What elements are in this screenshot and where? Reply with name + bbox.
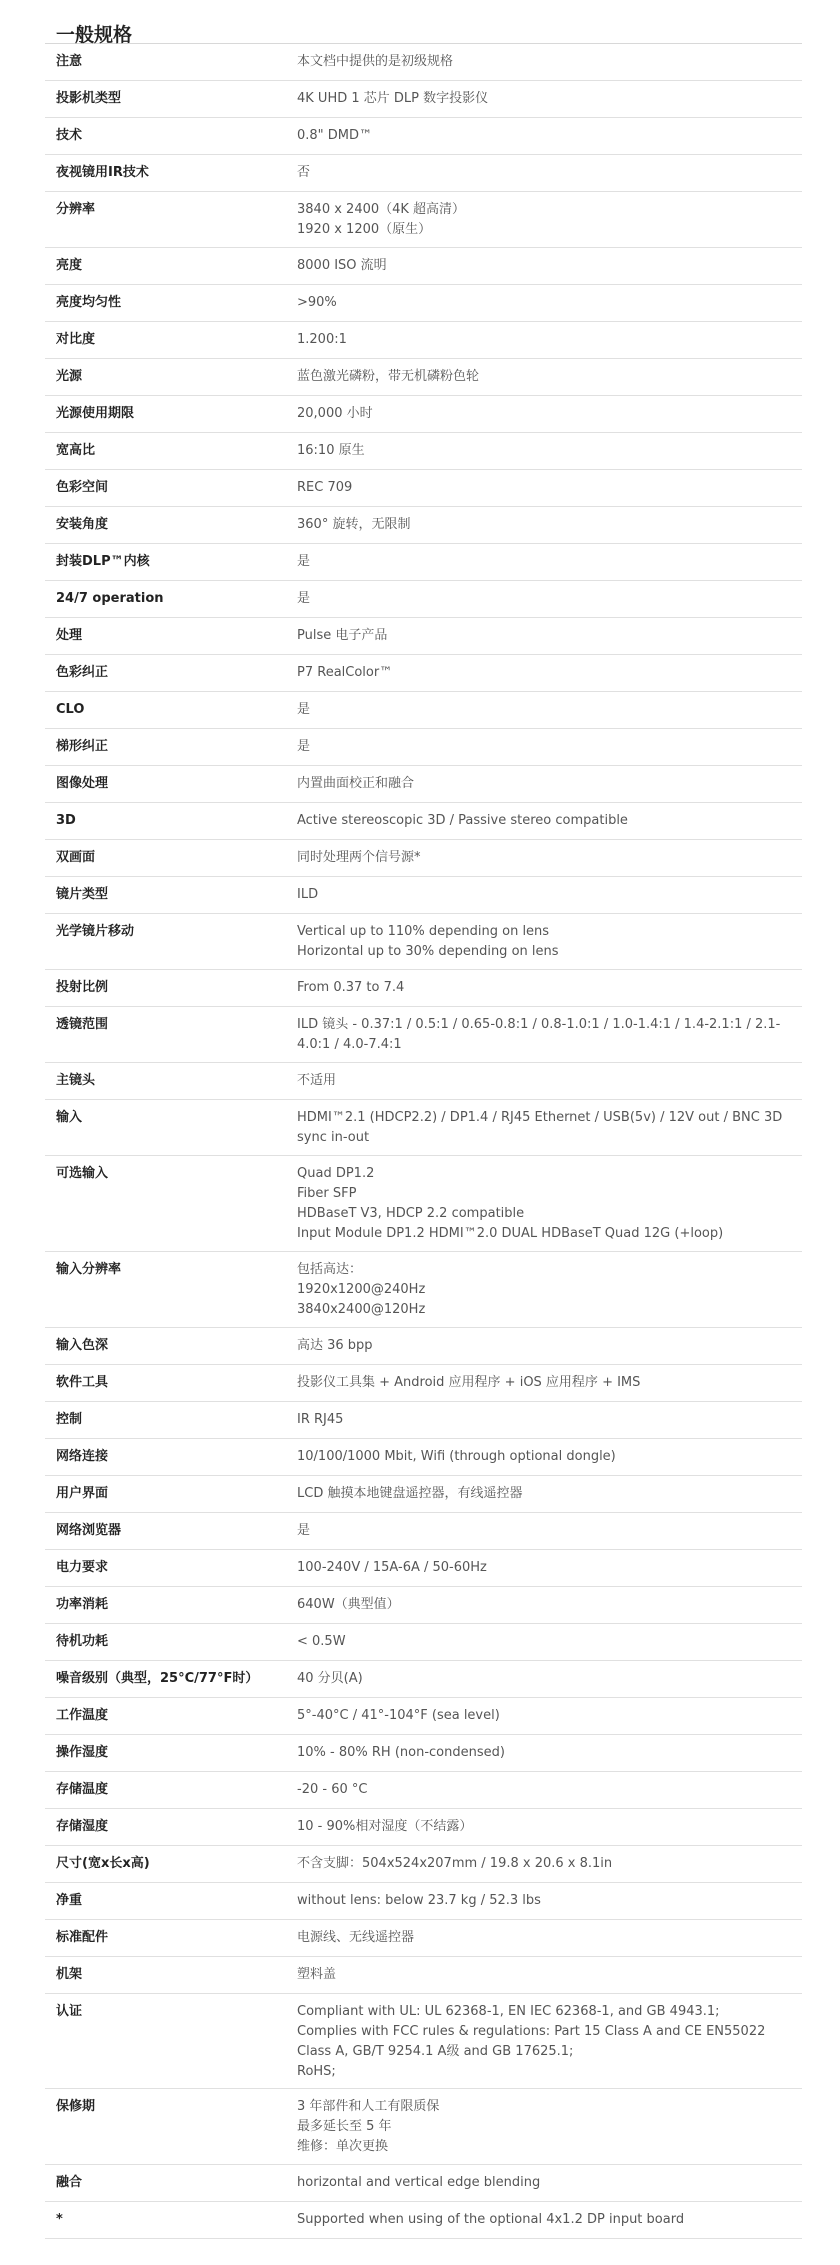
spec-row: [45, 44, 802, 81]
spec-label: 对比度: [56, 332, 96, 347]
spec-label: 输入: [56, 1110, 83, 1125]
spec-label: 操作湿度: [56, 1745, 109, 1760]
spec-value: [297, 1402, 802, 1438]
spec-table: [45, 44, 802, 2239]
spec-label: 光源: [56, 369, 83, 384]
spec-value: [297, 248, 802, 284]
spec-row: [45, 1624, 802, 1661]
spec-value-line: Fiber SFP: [297, 1186, 357, 1201]
spec-value-line: Vertical up to 110% depending on lens: [297, 924, 550, 939]
spec-value-line: Input Module DP1.2 HDMI™2.0 DUAL HDBaseT Quad 12G (+loop): [297, 1226, 724, 1241]
spec-value-line: 1920 x 1200（原生）: [297, 222, 432, 237]
spec-value: [297, 2089, 802, 2164]
spec-row: [45, 1252, 802, 1328]
spec-label: 待机功耗: [56, 1634, 109, 1649]
spec-value-line: HDMI™2.1 (HDCP2.2) / DP1.4 / RJ45 Ethernet / USB(5v) / 12V out / BNC 3D sync in-out: [297, 1110, 783, 1145]
spec-row: [45, 618, 802, 655]
spec-value-line: 是: [297, 591, 311, 606]
spec-row: [45, 1365, 802, 1402]
spec-label: 亮度: [56, 258, 83, 273]
spec-value: [297, 1698, 802, 1734]
spec-value: [297, 803, 802, 839]
spec-label: 存储温度: [56, 1782, 109, 1797]
spec-value: [297, 692, 802, 728]
spec-value-line: 不适用: [297, 1073, 337, 1088]
spec-value-line: 3 年部件和人工有限质保: [297, 2099, 440, 2114]
spec-value-line: Compliant with UL: UL 62368-1, EN IEC 62368-1, and GB 4943.1;: [297, 2004, 720, 2019]
spec-row: [45, 192, 802, 248]
spec-value-line: Quad DP1.2: [297, 1166, 375, 1181]
spec-value: [297, 840, 802, 876]
spec-value-line: IR RJ45: [297, 1412, 344, 1427]
spec-value-line: 8000 ISO 流明: [297, 258, 387, 273]
spec-value: [297, 1809, 802, 1845]
spec-value-line: 3840 x 2400（4K 超高清）: [297, 202, 466, 217]
spec-value-line: 同时处理两个信号源*: [297, 850, 421, 865]
spec-value-line: 投影仪工具集 + Android 应用程序 + iOS 应用程序 + IMS: [297, 1375, 641, 1390]
spec-value: [297, 1007, 802, 1062]
spec-value: [297, 1063, 802, 1099]
spec-value-line: 5°-40°C / 41°-104°F (sea level): [297, 1708, 500, 1723]
spec-label: 控制: [56, 1412, 83, 1427]
spec-row: [45, 285, 802, 322]
spec-value: [297, 914, 802, 969]
spec-value: [297, 1661, 802, 1697]
spec-value: [297, 1252, 802, 1327]
spec-value: [297, 470, 802, 506]
spec-value: [297, 1994, 802, 2088]
spec-label: 亮度均匀性: [56, 295, 122, 310]
spec-row: [45, 1007, 802, 1063]
spec-row: [45, 655, 802, 692]
spec-label: 夜视镜用IR技术: [56, 165, 149, 180]
spec-row: [45, 1328, 802, 1365]
spec-value-line: 内置曲面校正和融合: [297, 776, 415, 791]
spec-row: [45, 1402, 802, 1439]
spec-label: 软件工具: [56, 1375, 109, 1390]
spec-value-line: Active stereoscopic 3D / Passive stereo compatible: [297, 813, 628, 828]
spec-row: [45, 248, 802, 285]
spec-value: [297, 1957, 802, 1993]
spec-row: [45, 470, 802, 507]
spec-row: [45, 322, 802, 359]
spec-label: 光源使用期限: [56, 406, 135, 421]
spec-value-line: 16:10 原生: [297, 443, 365, 458]
spec-label: 技术: [56, 128, 83, 143]
spec-value-line: 是: [297, 739, 311, 754]
spec-value-line: 1.200:1: [297, 332, 347, 347]
spec-value-line: Horizontal up to 30% depending on lens: [297, 944, 559, 959]
spec-label: 网络连接: [56, 1449, 109, 1464]
spec-value: [297, 1439, 802, 1475]
spec-label: 主镜头: [56, 1073, 96, 1088]
spec-label: *: [56, 2212, 63, 2227]
spec-row: [45, 914, 802, 970]
spec-value-line: 本文档中提供的是初级规格: [297, 54, 454, 69]
spec-value-line: 蓝色激光磷粉，带无机磷粉色轮: [297, 369, 480, 384]
spec-label: 融合: [56, 2175, 83, 2190]
spec-row: [45, 507, 802, 544]
spec-label: 宽高比: [56, 443, 96, 458]
spec-value-line: Complies with FCC rules & regulations: Part 15 Class A and CE EN55022 Class A, GB/T 9254.1 A级 and GB 17625.1;: [297, 2024, 766, 2059]
spec-row: [45, 1100, 802, 1156]
spec-value: [297, 877, 802, 913]
spec-value: [297, 1587, 802, 1623]
spec-value-line: ILD: [297, 887, 319, 902]
spec-value: [297, 1735, 802, 1771]
spec-value-line: 640W（典型值）: [297, 1597, 400, 1612]
spec-label: 网络浏览器: [56, 1523, 122, 1538]
spec-value-line: 高达 36 bpp: [297, 1338, 373, 1353]
spec-label: 色彩空间: [56, 480, 109, 495]
spec-value: [297, 1550, 802, 1586]
spec-row: [45, 2202, 802, 2239]
page-title: 一般规格: [45, 0, 802, 44]
spec-value: [297, 433, 802, 469]
spec-row: [45, 1550, 802, 1587]
spec-value: [297, 44, 802, 80]
spec-value-line: 10/100/1000 Mbit, Wifi (through optional dongle): [297, 1449, 616, 1464]
spec-value-line: 360° 旋转，无限制: [297, 517, 411, 532]
spec-row: [45, 433, 802, 470]
spec-label: 安装角度: [56, 517, 109, 532]
spec-value-line: 是: [297, 702, 311, 717]
spec-label: 封装DLP™内核: [56, 554, 150, 569]
spec-value: [297, 1513, 802, 1549]
spec-value: [297, 1772, 802, 1808]
spec-value-line: LCD 触摸本地键盘遥控器，有线遥控器: [297, 1486, 523, 1501]
spec-row: [45, 581, 802, 618]
spec-label: 镜片类型: [56, 887, 109, 902]
spec-label: 输入分辨率: [56, 1262, 122, 1277]
spec-label: 电力要求: [56, 1560, 109, 1575]
spec-value-line: 不含支脚：504x524x207mm / 19.8 x 20.6 x 8.1in: [297, 1856, 613, 1871]
spec-value-line: 最多延长至 5 年: [297, 2119, 392, 2134]
spec-value: [297, 655, 802, 691]
spec-label: 处理: [56, 628, 83, 643]
spec-value-line: < 0.5W: [297, 1634, 346, 1649]
spec-value-line: Supported when using of the optional 4x1.2 DP input board: [297, 2212, 685, 2227]
spec-row: [45, 81, 802, 118]
spec-value-line: 100-240V / 15A-6A / 50-60Hz: [297, 1560, 487, 1575]
spec-label: 透镜范围: [56, 1017, 109, 1032]
spec-row: [45, 544, 802, 581]
spec-row: [45, 2165, 802, 2202]
spec-value: [297, 359, 802, 395]
spec-value-line: 40 分贝(A): [297, 1671, 363, 1686]
spec-value: [297, 396, 802, 432]
spec-value-line: without lens: below 23.7 kg / 52.3 lbs: [297, 1893, 541, 1908]
spec-value: [297, 1624, 802, 1660]
spec-value: [297, 2165, 802, 2201]
spec-row: [45, 1156, 802, 1252]
spec-label: 分辨率: [56, 202, 96, 217]
spec-row: [45, 840, 802, 877]
spec-label: 保修期: [56, 2099, 96, 2114]
spec-row: [45, 1476, 802, 1513]
spec-value: [297, 322, 802, 358]
spec-value: [297, 81, 802, 117]
spec-value: [297, 766, 802, 802]
spec-value-line: -20 - 60 °C: [297, 1782, 368, 1797]
spec-value: [297, 618, 802, 654]
spec-value-line: 10 - 90%相对湿度（不结露）: [297, 1819, 473, 1834]
spec-value: [297, 1365, 802, 1401]
spec-row: [45, 803, 802, 840]
spec-value: [297, 1328, 802, 1364]
spec-label: 工作温度: [56, 1708, 109, 1723]
spec-label: 用户界面: [56, 1486, 109, 1501]
spec-row: [45, 1920, 802, 1957]
spec-row: [45, 729, 802, 766]
spec-value-line: REC 709: [297, 480, 353, 495]
spec-value: [297, 1883, 802, 1919]
spec-value-line: 包括高达：: [297, 1262, 363, 1277]
spec-label: CLO: [56, 702, 85, 717]
spec-value-line: 20,000 小时: [297, 406, 373, 421]
spec-label: 净重: [56, 1893, 83, 1908]
spec-value-line: 4K UHD 1 芯片 DLP 数字投影仪: [297, 91, 489, 106]
spec-row: [45, 1883, 802, 1920]
spec-label: 机架: [56, 1967, 83, 1982]
spec-value: [297, 729, 802, 765]
spec-value-line: From 0.37 to 7.4: [297, 980, 405, 995]
spec-row: [45, 155, 802, 192]
spec-value-line: 电源线、无线遥控器: [297, 1930, 415, 1945]
spec-value-line: 0.8" DMD™: [297, 128, 373, 143]
spec-value-line: 否: [297, 165, 311, 180]
spec-row: [45, 766, 802, 803]
spec-label: 光学镜片移动: [56, 924, 135, 939]
spec-row: [45, 1439, 802, 1476]
spec-label: 投射比例: [56, 980, 109, 995]
spec-value-line: P7 RealColor™: [297, 665, 393, 680]
spec-value: [297, 581, 802, 617]
spec-row: [45, 877, 802, 914]
spec-label: 认证: [56, 2004, 83, 2019]
spec-value-line: ILD 镜头 - 0.37:1 / 0.5:1 / 0.65-0.8:1 / 0.8-1.0:1 / 1.0-1.4:1 / 1.4-2.1:1 / 2.1-4.0:1 / 4.0-7.4:1: [297, 1017, 781, 1052]
spec-value-line: HDBaseT V3, HDCP 2.2 compatible: [297, 1206, 525, 1221]
spec-row: [45, 1735, 802, 1772]
spec-row: [45, 1063, 802, 1100]
spec-row: [45, 1661, 802, 1698]
spec-label: 24/7 operation: [56, 591, 164, 606]
spec-row: [45, 396, 802, 433]
spec-row: [45, 1513, 802, 1550]
spec-row: [45, 692, 802, 729]
spec-label: 尺寸(宽x长x高): [56, 1856, 150, 1871]
spec-row: [45, 1846, 802, 1883]
spec-value-line: 1920x1200@240Hz: [297, 1282, 426, 1297]
spec-label: 可选输入: [56, 1166, 109, 1181]
spec-label: 梯形纠正: [56, 739, 109, 754]
spec-value-line: 是: [297, 1523, 311, 1538]
spec-label: 标准配件: [56, 1930, 109, 1945]
spec-value-line: >90%: [297, 295, 337, 310]
spec-value-line: 3840x2400@120Hz: [297, 1302, 426, 1317]
spec-label: 注意: [56, 54, 83, 69]
spec-value: [297, 155, 802, 191]
spec-row: [45, 1698, 802, 1735]
spec-value: [297, 970, 802, 1006]
spec-row: [45, 2089, 802, 2165]
spec-row: [45, 1587, 802, 1624]
spec-label: 3D: [56, 813, 76, 828]
spec-value: [297, 1100, 802, 1155]
spec-value-line: Pulse 电子产品: [297, 628, 388, 643]
spec-row: [45, 359, 802, 396]
spec-value: [297, 507, 802, 543]
spec-label: 投影机类型: [56, 91, 122, 106]
spec-label: 存储湿度: [56, 1819, 109, 1834]
spec-value: [297, 2202, 802, 2238]
spec-value: [297, 1846, 802, 1882]
spec-label: 输入色深: [56, 1338, 109, 1353]
spec-row: [45, 1957, 802, 1994]
spec-value: [297, 285, 802, 321]
spec-value: [297, 544, 802, 580]
spec-label: 色彩纠正: [56, 665, 109, 680]
spec-label: 噪音级别（典型，25°C/77°F时）: [56, 1671, 259, 1686]
spec-label: 双画面: [56, 850, 96, 865]
spec-value: [297, 192, 802, 247]
spec-value: [297, 118, 802, 154]
spec-label: 图像处理: [56, 776, 109, 791]
spec-value-line: 维修：单次更换: [297, 2139, 389, 2154]
spec-row: [45, 1994, 802, 2089]
spec-value-line: 10% - 80% RH (non-condensed): [297, 1745, 505, 1760]
spec-value-line: RoHS;: [297, 2064, 336, 2079]
spec-value: [297, 1156, 802, 1251]
spec-row: [45, 118, 802, 155]
spec-row: [45, 970, 802, 1007]
spec-value: [297, 1920, 802, 1956]
spec-row: [45, 1809, 802, 1846]
spec-row: [45, 1772, 802, 1809]
spec-value-line: horizontal and vertical edge blending: [297, 2175, 541, 2190]
spec-value-line: 塑料盖: [297, 1967, 337, 1982]
spec-label: 功率消耗: [56, 1597, 109, 1612]
spec-value-line: 是: [297, 554, 311, 569]
spec-value: [297, 1476, 802, 1512]
